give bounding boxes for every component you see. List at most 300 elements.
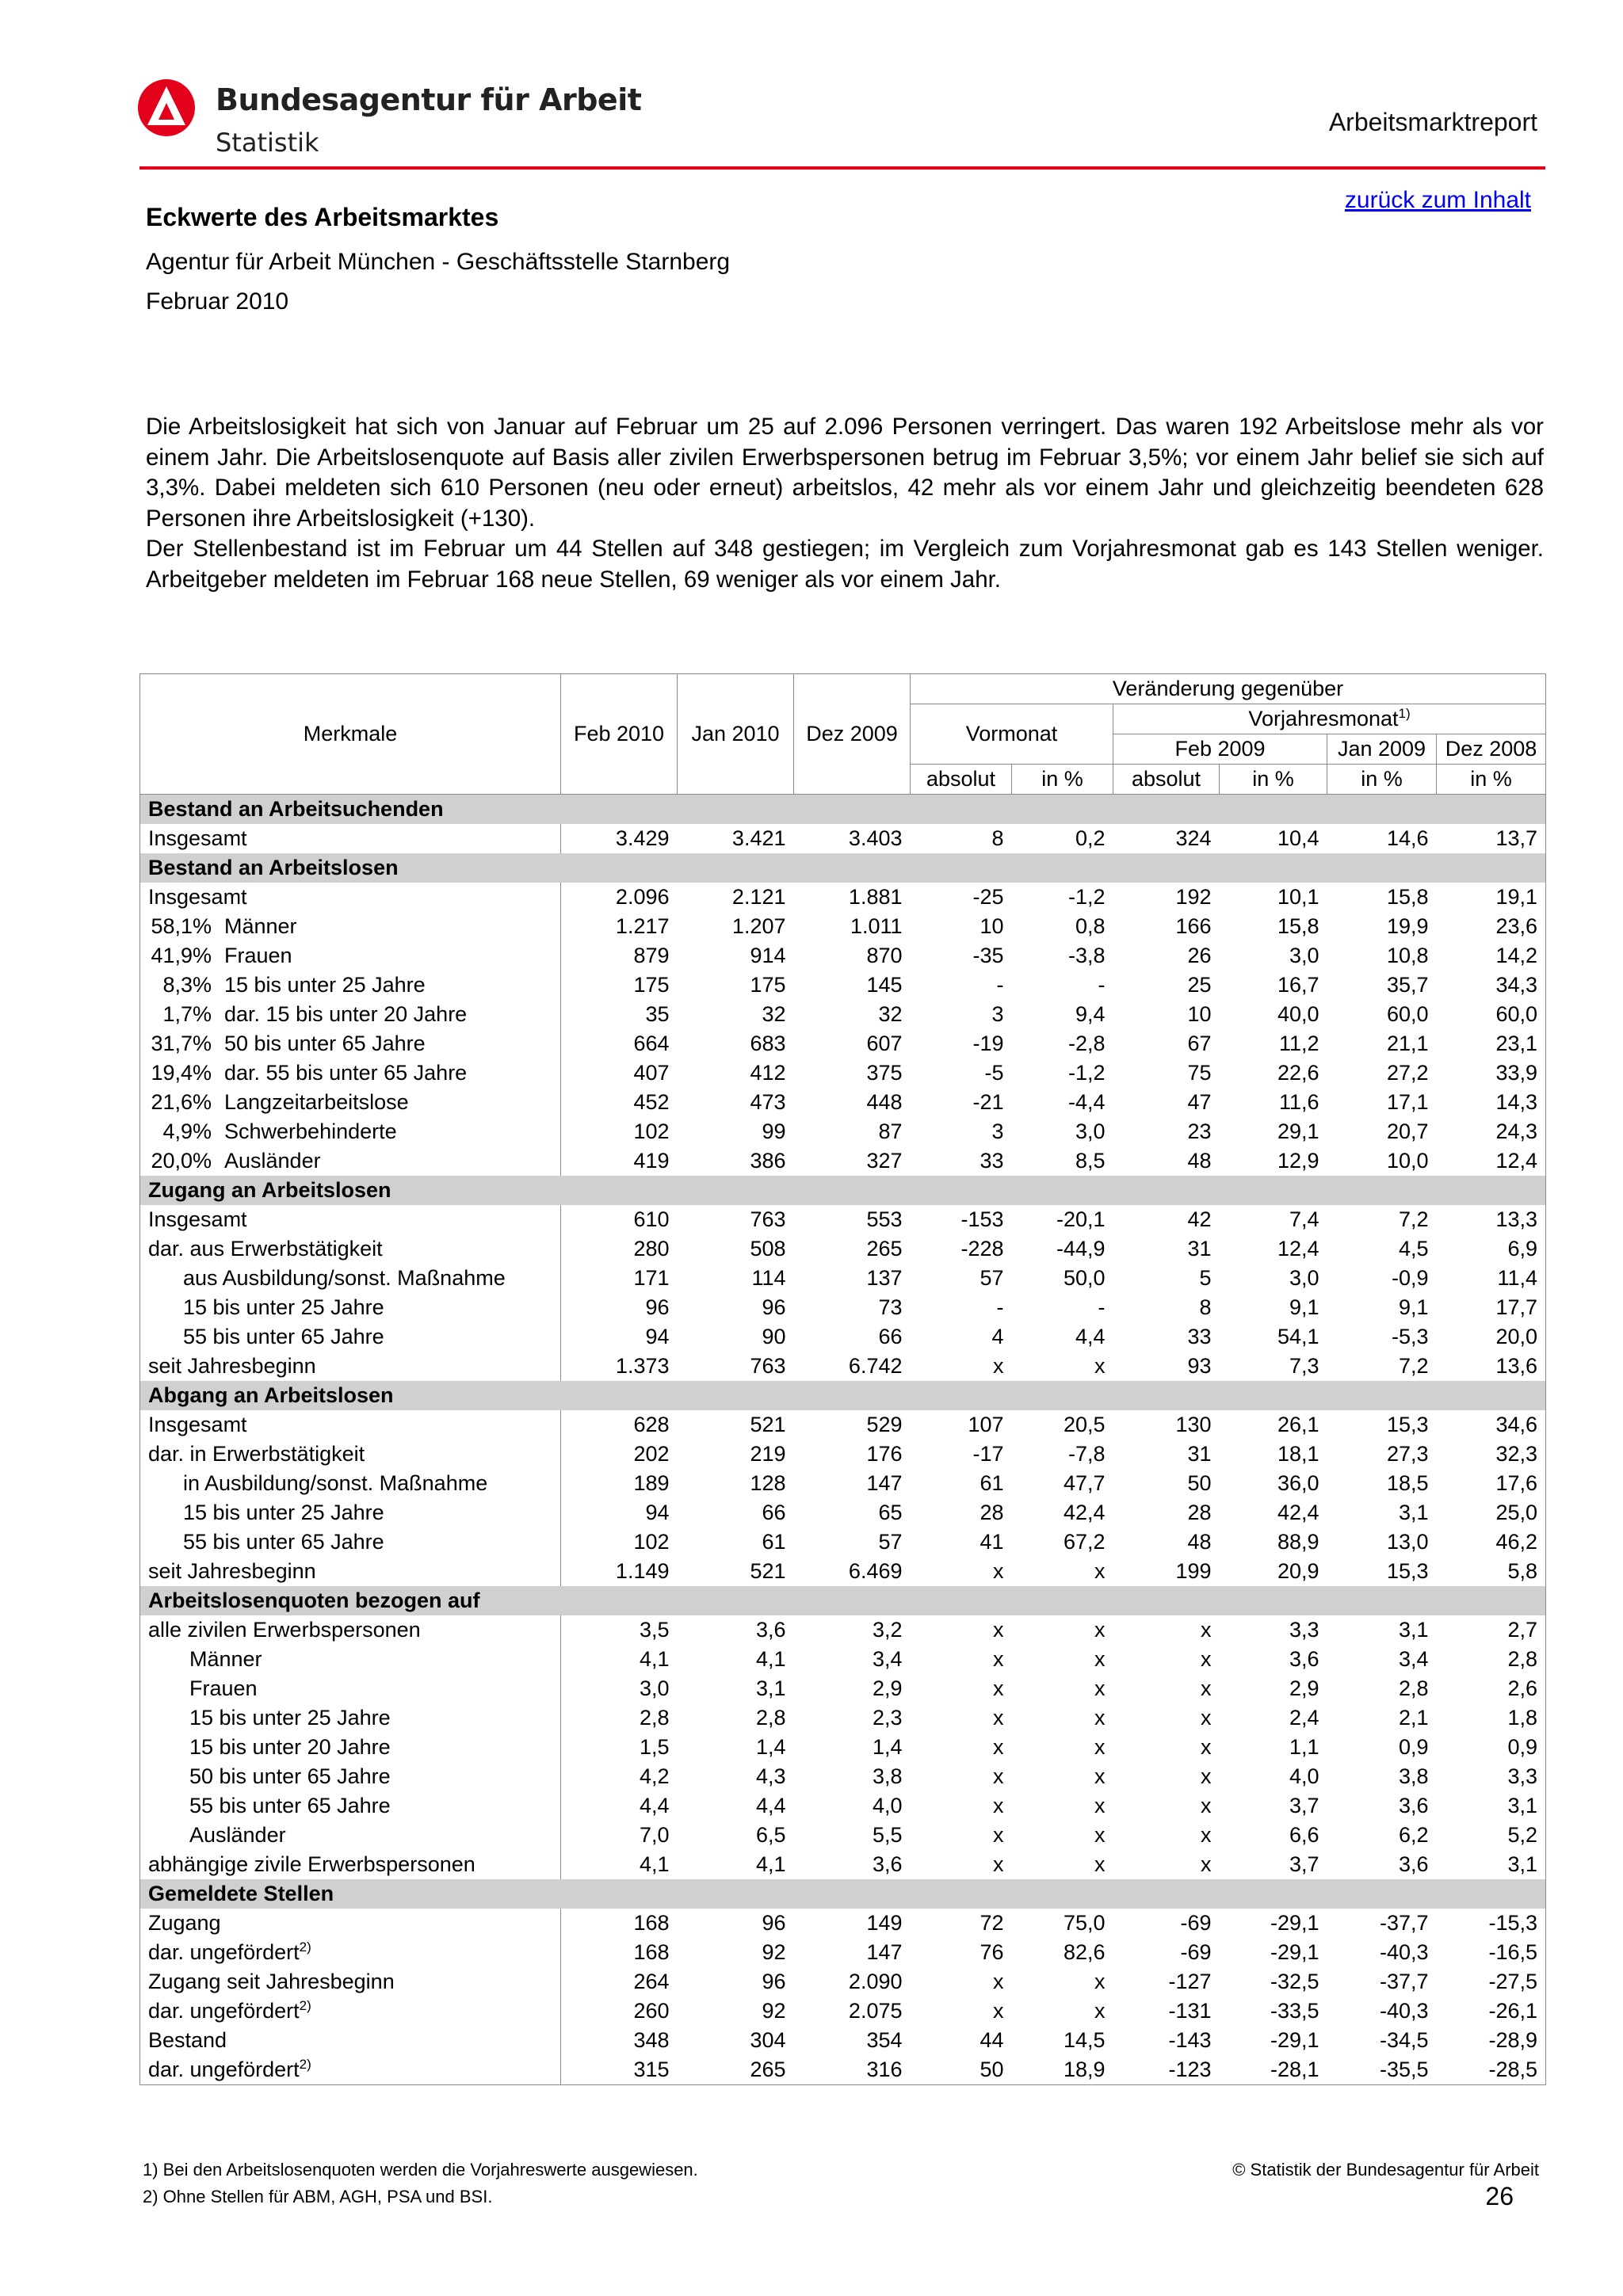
section-header-row [140, 1586, 1546, 1615]
value-cell: 23 [1187, 1119, 1212, 1143]
value-cell: 3.421 [731, 826, 786, 850]
section-title: Arbeitslosenquoten bezogen auf [140, 1586, 1546, 1615]
table-row [140, 1938, 1546, 1967]
row-label: Frauen [189, 1676, 258, 1700]
value-cell: x [1201, 1823, 1212, 1847]
row-label: Schwerbehinderte [224, 1119, 397, 1143]
value-cell: 7,2 [1398, 1354, 1429, 1378]
row-label: dar. in Erwerbstätigkeit [148, 1442, 365, 1466]
value-cell: 72 [980, 1911, 1004, 1935]
value-cell: x [993, 1794, 1004, 1817]
value-cell: 14,3 [1437, 1088, 1546, 1117]
value-cell: 265 [866, 1237, 903, 1261]
value-cell: -40,3 [1379, 1940, 1429, 1964]
table-row [140, 1293, 1546, 1322]
value-cell: 16,7 [1277, 973, 1319, 997]
value-cell: 348 [633, 2028, 670, 2052]
value-cell: 914 [750, 944, 786, 967]
value-cell: 4,0 [1289, 1764, 1319, 1788]
value-cell: 92 [762, 1999, 786, 2023]
value-cell: 33,9 [1437, 1058, 1546, 1088]
value-cell: 870 [866, 944, 903, 967]
value-cell: 219 [750, 1442, 786, 1466]
value-cell: 168 [633, 1940, 670, 1964]
table-row [140, 1645, 1546, 1674]
ba-logo-icon [136, 76, 197, 139]
value-cell: -69 [1180, 1911, 1212, 1935]
row-label-cell [140, 1146, 561, 1176]
table-row [140, 941, 1546, 971]
table-row [140, 1762, 1546, 1791]
row-label-cell [140, 1469, 561, 1498]
value-cell: 3.403 [848, 826, 903, 850]
value-cell: x [1201, 1852, 1212, 1876]
table-row [140, 912, 1546, 941]
value-cell: x [1094, 1706, 1106, 1730]
value-cell: 521 [750, 1413, 786, 1436]
value-cell: 1,4 [755, 1735, 786, 1759]
value-cell: 4,0 [872, 1794, 903, 1817]
value-cell: x [993, 1764, 1004, 1788]
value-cell: 42,4 [1063, 1501, 1106, 1524]
row-label: Bestand [148, 2028, 227, 2052]
table-row [140, 1791, 1546, 1821]
value-cell: 47 [1187, 1090, 1212, 1114]
value-cell: x [1094, 1676, 1106, 1700]
header-absolut-vormonat: absolut [911, 765, 1012, 795]
table-row [140, 1088, 1546, 1117]
value-cell: 92 [762, 1940, 786, 1964]
value-cell: 107 [968, 1413, 1004, 1436]
value-cell: 57 [980, 1266, 1004, 1290]
row-label-cell [140, 1615, 561, 1645]
page-number: 26 [1485, 2182, 1514, 2210]
value-cell: 2,9 [1289, 1676, 1319, 1700]
value-cell: 27,2 [1386, 1061, 1429, 1085]
value-cell: 1.149 [615, 1559, 670, 1583]
value-cell: 386 [750, 1149, 786, 1173]
table-header [140, 674, 1546, 795]
value-cell: 3,0 [1289, 1266, 1319, 1290]
row-label: Ausländer [189, 1823, 286, 1847]
row-label-cell [140, 2026, 561, 2055]
row-label-cell [140, 1938, 561, 1967]
footnote-ref-2: 2) [299, 1939, 311, 1955]
value-cell: 25 [1187, 973, 1212, 997]
value-cell: 65 [878, 1501, 903, 1524]
value-cell: 192 [1175, 885, 1212, 909]
value-cell: x [993, 1354, 1004, 1378]
value-cell: 61 [980, 1471, 1004, 1495]
value-cell: 93 [1187, 1354, 1212, 1378]
row-label-cell [140, 1410, 561, 1440]
value-cell: x [993, 1676, 1004, 1700]
table-row [140, 1703, 1546, 1733]
value-cell: 2,8 [639, 1706, 670, 1730]
value-cell: 19,9 [1386, 914, 1429, 938]
value-cell: 18,9 [1012, 2055, 1113, 2085]
value-cell: 12,4 [1277, 1237, 1319, 1261]
value-cell: 73 [878, 1295, 903, 1319]
table-row [140, 2055, 1546, 2085]
value-cell: x [1201, 1647, 1212, 1671]
header-pct-dez2008: in % [1437, 765, 1546, 795]
value-cell: -34,5 [1379, 2028, 1429, 2052]
value-cell: 14,2 [1437, 941, 1546, 971]
back-to-contents-link[interactable]: zurück zum Inhalt [1344, 187, 1531, 213]
value-cell: 280 [633, 1237, 670, 1261]
row-label: alle zivilen Erwerbspersonen [148, 1618, 421, 1642]
value-cell: 15,8 [1277, 914, 1319, 938]
section-header-row [140, 1176, 1546, 1205]
value-cell: 407 [633, 1061, 670, 1085]
value-cell: -20,1 [1056, 1207, 1106, 1231]
value-cell: 7,0 [639, 1823, 670, 1847]
value-cell: 57 [878, 1530, 903, 1554]
row-label-cell [140, 912, 561, 941]
value-cell: 0,9 [1437, 1733, 1546, 1762]
value-cell: 375 [866, 1061, 903, 1085]
value-cell: - [1098, 1295, 1106, 1319]
value-cell: -37,7 [1379, 1970, 1429, 1993]
row-label-cell [140, 1967, 561, 1997]
value-cell: -153 [960, 1207, 1004, 1231]
value-cell: 1.011 [850, 914, 903, 938]
value-cell: 9,4 [1075, 1002, 1106, 1026]
value-cell: 610 [633, 1207, 670, 1231]
value-cell: 22,6 [1277, 1061, 1319, 1085]
table-row [140, 2026, 1546, 2055]
value-cell: 50 [1187, 1471, 1212, 1495]
row-share-percent: 31,7% [151, 1032, 212, 1055]
row-label: dar. ungefördert [148, 1940, 300, 1964]
agency-subtitle: Agentur für Arbeit München - Geschäftsstelle Starnberg [146, 249, 731, 275]
value-cell: 41 [980, 1530, 1004, 1554]
value-cell: x [1094, 1970, 1106, 1993]
row-label: Männer [224, 914, 297, 938]
value-cell: x [1201, 1706, 1212, 1730]
header-vorjahresmonat: Vorjahresmonat$^{1)}$ [1113, 704, 1546, 734]
footnote-ref-1: 1) [1398, 706, 1411, 721]
table-row [140, 1733, 1546, 1762]
value-cell: 607 [866, 1032, 903, 1055]
value-cell: x [993, 1647, 1004, 1671]
value-cell: 2,3 [872, 1706, 903, 1730]
value-cell: 31 [1187, 1442, 1212, 1466]
value-cell: 17,1 [1386, 1090, 1429, 1114]
section-header-row [140, 1879, 1546, 1909]
row-label: 55 bis unter 65 Jahre [183, 1325, 384, 1348]
value-cell: 147 [866, 1471, 903, 1495]
value-cell: 96 [762, 1970, 786, 1993]
value-cell: -44,9 [1056, 1237, 1106, 1261]
row-label: dar. 55 bis unter 65 Jahre [224, 1061, 468, 1085]
value-cell: x [993, 1852, 1004, 1876]
value-cell: 6,6 [1289, 1823, 1319, 1847]
value-cell: - [996, 973, 1004, 997]
value-cell: 88,9 [1277, 1530, 1319, 1554]
value-cell: 17,6 [1437, 1469, 1546, 1498]
value-cell: 3,0 [1075, 1119, 1106, 1143]
value-cell: 15,3 [1386, 1413, 1429, 1436]
value-cell: x [993, 1823, 1004, 1847]
row-label: 50 bis unter 65 Jahre [224, 1032, 426, 1055]
value-cell: 3,1 [755, 1676, 786, 1700]
value-cell: 521 [750, 1559, 786, 1583]
header-dez2009: Dez 2009 [794, 674, 911, 795]
value-cell: 529 [866, 1413, 903, 1436]
value-cell: 168 [633, 1911, 670, 1935]
value-cell: 42 [1187, 1207, 1212, 1231]
row-label-cell [140, 941, 561, 971]
table-row [140, 1205, 1546, 1234]
value-cell: -127 [1168, 1970, 1212, 1993]
value-cell: 3 [991, 1002, 1004, 1026]
value-cell: 3,3 [1289, 1618, 1319, 1642]
value-cell: 76 [980, 1940, 1004, 1964]
value-cell: 6,9 [1437, 1234, 1546, 1264]
value-cell: x [1094, 1794, 1106, 1817]
row-label-cell [140, 1205, 561, 1234]
value-cell: 54,1 [1277, 1325, 1319, 1348]
value-cell: -3,8 [1067, 944, 1106, 967]
value-cell: -16,5 [1437, 1938, 1546, 1967]
value-cell: 35,7 [1386, 973, 1429, 997]
value-cell: 4,5 [1398, 1237, 1429, 1261]
value-cell: 176 [866, 1442, 903, 1466]
value-cell: 354 [866, 2028, 903, 2052]
value-cell: 3,2 [872, 1618, 903, 1642]
value-cell: 260 [633, 1999, 670, 2023]
value-cell: 3,1 [1398, 1618, 1429, 1642]
value-cell: 27,3 [1386, 1442, 1429, 1466]
value-cell: -19 [972, 1032, 1004, 1055]
value-cell: 128 [750, 1471, 786, 1495]
value-cell: 1.881 [848, 885, 903, 909]
value-cell: - [996, 1295, 1004, 1319]
value-cell: 2,4 [1289, 1706, 1319, 1730]
value-cell: 50,0 [1063, 1266, 1106, 1290]
row-label-cell [140, 883, 561, 912]
row-label-cell [140, 1000, 561, 1029]
value-cell: 1.217 [615, 914, 670, 938]
table-row [140, 1234, 1546, 1264]
value-cell: 147 [866, 1940, 903, 1964]
value-cell: 137 [866, 1266, 903, 1290]
row-label: dar. 15 bis unter 20 Jahre [224, 1002, 468, 1026]
row-share-percent: 8,3% [162, 973, 212, 997]
value-cell: 264 [633, 1970, 670, 1993]
value-cell: x [1094, 1354, 1106, 1378]
value-cell: 114 [751, 1266, 786, 1290]
row-label: Frauen [224, 944, 292, 967]
row-label-cell [140, 1997, 561, 2026]
value-cell: 664 [633, 1032, 670, 1055]
value-cell: 44 [980, 2028, 1004, 2052]
table-row [140, 1527, 1546, 1557]
value-cell: -69 [1180, 1940, 1212, 1964]
row-label-cell [140, 1527, 561, 1557]
brand-name: Bundesagentur für Arbeit [216, 82, 642, 117]
footnote-ref-2: 2) [299, 2057, 311, 2072]
row-label: abhängige zivile Erwerbspersonen [148, 1852, 475, 1876]
row-label-cell [140, 1821, 561, 1850]
footnote-2: 2) Ohne Stellen für ABM, AGH, PSA und BSI. [143, 2187, 493, 2206]
value-cell: 1,8 [1437, 1703, 1546, 1733]
value-cell: 199 [1175, 1559, 1212, 1583]
value-cell: 50 [911, 2055, 1012, 2085]
value-cell: 23,1 [1437, 1029, 1546, 1058]
value-cell: 3,6 [872, 1852, 903, 1876]
value-cell: 26 [1187, 944, 1212, 967]
value-cell: 6,5 [755, 1823, 786, 1847]
row-label-cell [140, 1117, 561, 1146]
value-cell: 4,4 [755, 1794, 786, 1817]
table-row [140, 824, 1546, 853]
section-title: Gemeldete Stellen [140, 1879, 1546, 1909]
value-cell: -35,5 [1327, 2055, 1437, 2085]
header-jan2009: Jan 2009 [1327, 734, 1437, 765]
row-label-cell [140, 1909, 561, 1938]
value-cell: 171 [633, 1266, 670, 1290]
row-share-percent: 21,6% [151, 1090, 212, 1114]
value-cell: 3,4 [872, 1647, 903, 1671]
value-cell: 13,0 [1386, 1530, 1429, 1554]
value-cell: 15,3 [1386, 1559, 1429, 1583]
row-label: 55 bis unter 65 Jahre [183, 1530, 384, 1554]
value-cell: 7,2 [1398, 1207, 1429, 1231]
value-cell: 60,0 [1386, 1002, 1429, 1026]
header-pct-jan2009: in % [1327, 765, 1437, 795]
value-cell: 10,4 [1277, 826, 1319, 850]
value-cell: 4,1 [755, 1647, 786, 1671]
row-label: 55 bis unter 65 Jahre [189, 1794, 391, 1817]
value-cell: 2,9 [872, 1676, 903, 1700]
row-label-cell [140, 1703, 561, 1733]
value-cell: -123 [1113, 2055, 1220, 2085]
row-label: dar. ungefördert [148, 1999, 300, 2023]
table-row [140, 1058, 1546, 1088]
value-cell: 67,2 [1063, 1530, 1106, 1554]
value-cell: 5 [1199, 1266, 1212, 1290]
value-cell: 5,5 [872, 1823, 903, 1847]
value-cell: 2.090 [848, 1970, 903, 1993]
row-label: 15 bis unter 25 Jahre [189, 1706, 391, 1730]
value-cell: 28 [980, 1501, 1004, 1524]
value-cell: 5,8 [1437, 1557, 1546, 1586]
value-cell: x [1201, 1676, 1212, 1700]
value-cell: -28,1 [1220, 2055, 1327, 2085]
table-row [140, 1850, 1546, 1879]
intro-paragraph-2: Der Stellenbestand ist im Februar um 44 Stellen auf 348 gestiegen; im Vergleich zum Vorjahresmonat gab es 143 Stellen weniger. Arbeitgeber meldeten im Februar 168 neue Stellen, 69 weniger als vor einem Jahr. [146, 536, 1544, 593]
value-cell: 90 [762, 1325, 786, 1348]
value-cell: 31 [1187, 1237, 1212, 1261]
value-cell: 13,3 [1437, 1205, 1546, 1234]
row-share-percent: 4,9% [162, 1119, 212, 1143]
value-cell: -21 [972, 1090, 1004, 1114]
value-cell: 265 [678, 2055, 794, 2085]
table-row [140, 1440, 1546, 1469]
header-divider [139, 166, 1545, 170]
row-label-cell [140, 1234, 561, 1264]
value-cell: 324 [1175, 826, 1212, 850]
value-cell: 202 [633, 1442, 670, 1466]
row-label-cell [140, 1498, 561, 1527]
value-cell: 130 [1175, 1413, 1212, 1436]
value-cell: -15,3 [1437, 1909, 1546, 1938]
footnote-1: 1) Bei den Arbeitslosenquoten werden die Vorjahreswerte ausgewiesen. [143, 2160, 698, 2180]
row-label: seit Jahresbeginn [148, 1354, 316, 1378]
value-cell: 6,2 [1398, 1823, 1429, 1847]
value-cell: 21,1 [1386, 1032, 1429, 1055]
table-row [140, 1000, 1546, 1029]
value-cell: 66 [878, 1325, 903, 1348]
value-cell: 4,1 [639, 1852, 670, 1876]
value-cell: 87 [878, 1119, 903, 1143]
value-cell: 1.373 [615, 1354, 670, 1378]
value-cell: 8,5 [1075, 1149, 1106, 1173]
row-label-cell [140, 2055, 561, 2085]
value-cell: 10 [1187, 1002, 1212, 1026]
intro-text [146, 412, 1544, 595]
value-cell: - [1098, 973, 1106, 997]
header-feb2009: Feb 2009 [1113, 734, 1327, 765]
value-cell: 8 [991, 826, 1004, 850]
table-row [140, 1615, 1546, 1645]
value-cell: 3,1 [1437, 1850, 1546, 1879]
table-row [140, 1821, 1546, 1850]
value-cell: 32 [878, 1002, 903, 1026]
header-vormonat: Vormonat [911, 704, 1113, 765]
value-cell: x [1201, 1794, 1212, 1817]
value-cell: 102 [633, 1119, 670, 1143]
row-label: Insgesamt [148, 826, 247, 850]
table-body [140, 795, 1546, 2085]
header-pct-vormonat: in % [1012, 765, 1113, 795]
value-cell: x [1094, 1764, 1106, 1788]
value-cell: 60,0 [1437, 1000, 1546, 1029]
value-cell: 2.121 [731, 885, 786, 909]
value-cell: -29,1 [1270, 1911, 1319, 1935]
value-cell: 2,6 [1437, 1674, 1546, 1703]
table-row [140, 1029, 1546, 1058]
section-title: Zugang an Arbeitslosen [140, 1176, 1546, 1205]
value-cell: x [1094, 1999, 1106, 2023]
value-cell: 48 [1187, 1530, 1212, 1554]
value-cell: 67 [1187, 1032, 1212, 1055]
value-cell: 3,3 [1437, 1762, 1546, 1791]
value-cell: x [1201, 1618, 1212, 1642]
value-cell: 24,3 [1437, 1117, 1546, 1146]
section-title: Bestand an Arbeitsuchenden [140, 795, 1546, 825]
value-cell: 11,6 [1278, 1090, 1319, 1114]
row-label-cell [140, 1088, 561, 1117]
row-label-cell [140, 1352, 561, 1381]
value-cell: 9,1 [1398, 1295, 1429, 1319]
value-cell: 628 [633, 1413, 670, 1436]
table-row [140, 883, 1546, 912]
value-cell: 3,8 [1398, 1764, 1429, 1788]
value-cell: x [993, 1618, 1004, 1642]
table-row [140, 1469, 1546, 1498]
row-label-cell [140, 1645, 561, 1674]
value-cell: 508 [750, 1237, 786, 1261]
header-feb2010: Feb 2010 [561, 674, 678, 795]
row-label: Zugang seit Jahresbeginn [148, 1970, 395, 1993]
value-cell: 2,1 [1398, 1706, 1429, 1730]
value-cell: 99 [762, 1119, 786, 1143]
value-cell: -32,5 [1270, 1970, 1319, 1993]
